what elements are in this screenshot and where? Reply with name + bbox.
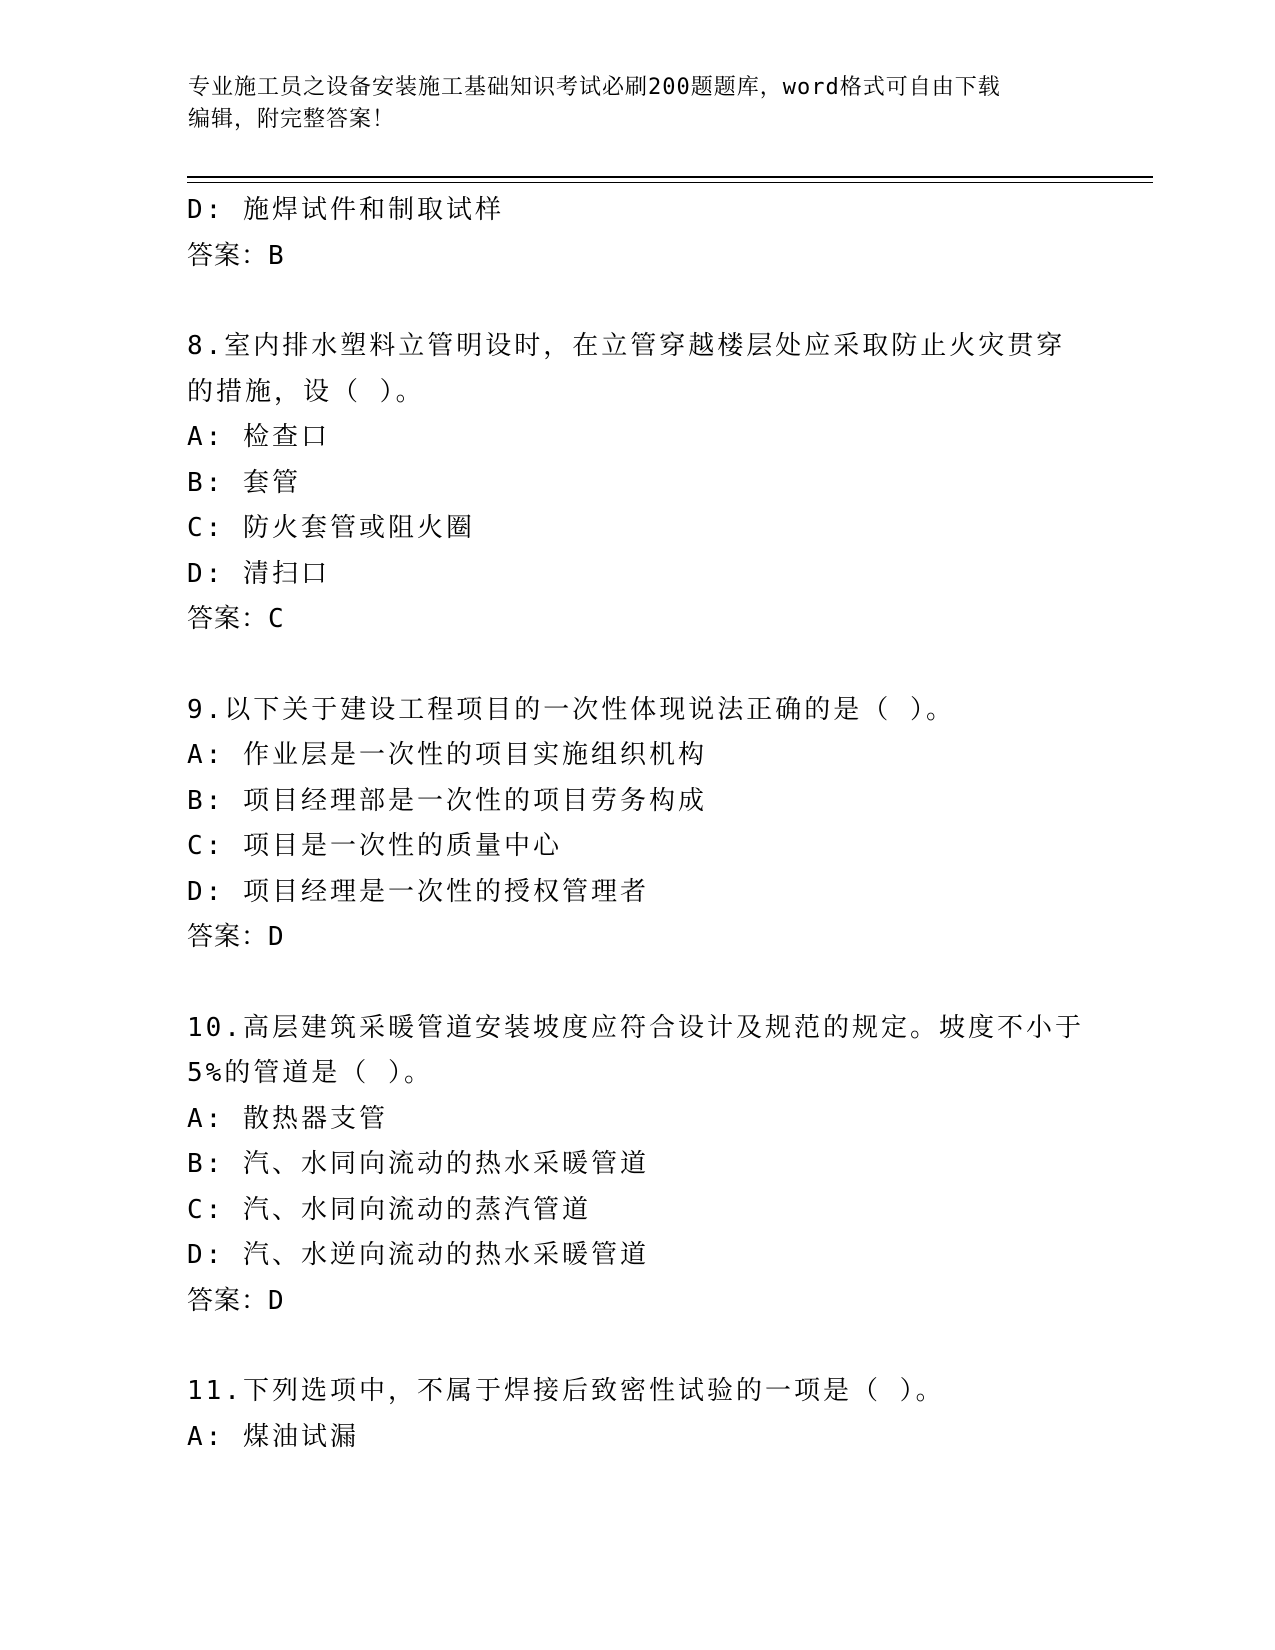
question-stem: 10.高层建筑采暖管道安装坡度应符合设计及规范的规定。坡度不小于 [187, 1012, 1084, 1043]
document-header [188, 72, 1088, 136]
option-c: C: 项目是一次性的质量中心 [187, 831, 562, 861]
option-b: B: 项目经理部是一次性的项目劳务构成 [187, 785, 707, 816]
question-stem: 9.以下关于建设工程项目的一次性体现说法正确的是（ ）。 [187, 694, 955, 725]
question-stem: 的措施，设（ ）。 [187, 376, 425, 407]
option-c: C: 防火套管或阻火圈 [187, 513, 475, 543]
question-stem: 5%的管道是（ ）。 [187, 1058, 433, 1088]
question-11 [187, 1369, 1087, 1460]
answer-line: 答案：D [187, 1285, 285, 1316]
option-a: A: 散热器支管 [187, 1103, 388, 1134]
question-10 [187, 1006, 1087, 1325]
answer-line: 答案：D [187, 922, 285, 952]
header-rule-thick [187, 176, 1153, 178]
option-b: B: 汽、水同向流动的热水采暖管道 [187, 1149, 649, 1179]
header-line-1: 专业施工员之设备安装施工基础知识考试必刷200题题库，word格式可自由下载 [188, 75, 1001, 100]
header-rule-thin [187, 182, 1153, 183]
answer-line: 答案：B [187, 240, 285, 271]
option-d: D: 项目经理是一次性的授权管理者 [187, 876, 649, 907]
question-stem: 8.室内排水塑料立管明设时，在立管穿越楼层处应采取防止火灾贯穿 [187, 331, 1066, 361]
option-c: C: 汽、水同向流动的蒸汽管道 [187, 1194, 591, 1225]
option-d: D: 清扫口 [187, 558, 330, 589]
header-line-2: 编辑，附完整答案！ [188, 107, 396, 132]
question-stem: 11.下列选项中，不属于焊接后致密性试验的一项是（ ）。 [187, 1376, 945, 1406]
option-a: A: 检查口 [187, 422, 330, 452]
question-8 [187, 324, 1087, 643]
option-a: A: 作业层是一次性的项目实施组织机构 [187, 740, 707, 770]
question-9 [187, 688, 1087, 961]
option-d: D: 施焊试件和制取试样 [187, 195, 504, 225]
option-a: A: 煤油试漏 [187, 1421, 359, 1452]
option-b: B: 套管 [187, 467, 301, 498]
answer-line: 答案：C [187, 604, 285, 634]
option-d: D: 汽、水逆向流动的热水采暖管道 [187, 1240, 649, 1270]
document-body [187, 188, 1087, 1460]
